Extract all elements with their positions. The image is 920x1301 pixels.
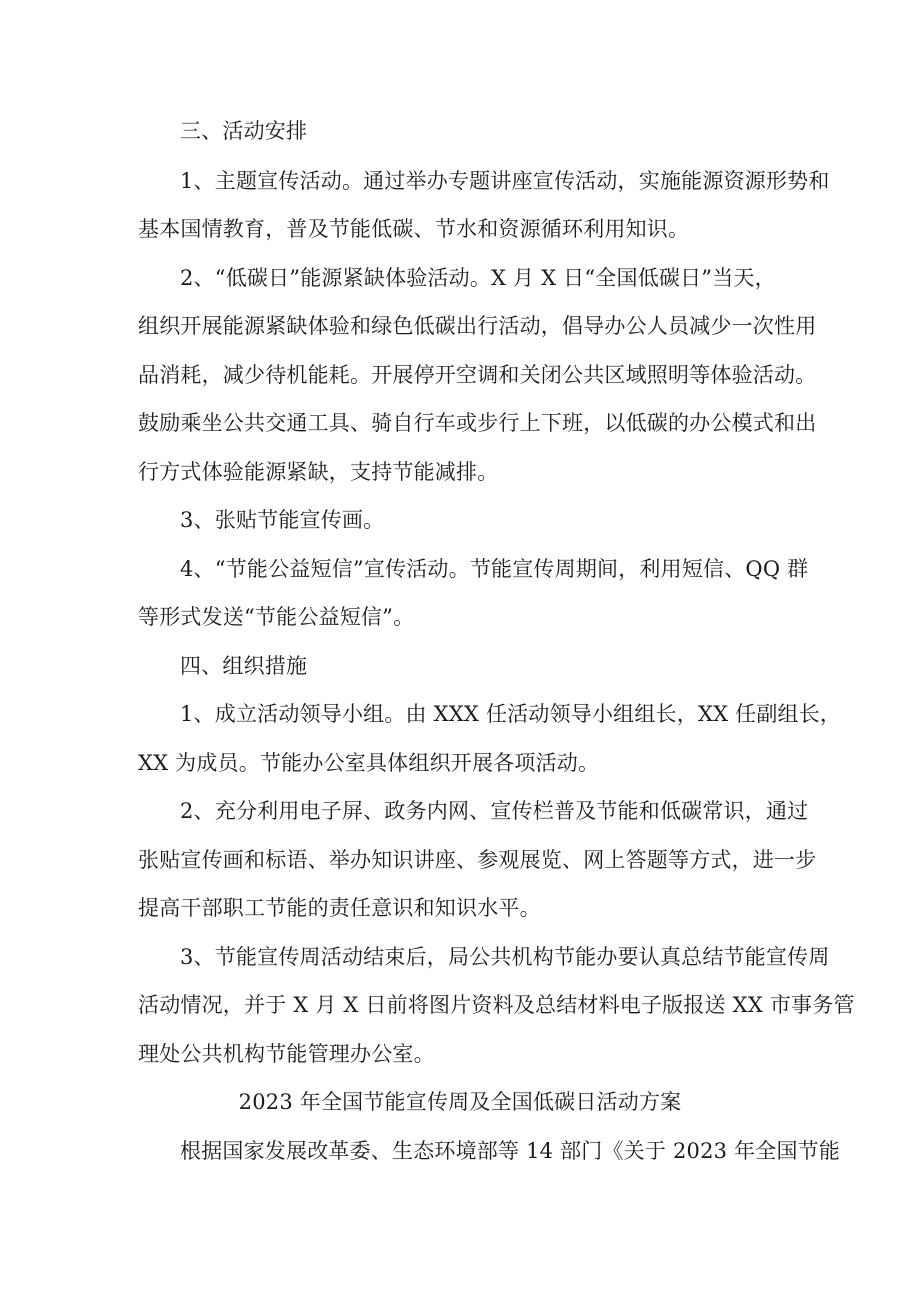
paragraph-line: 组织开展能源紧缺体验和绿色低碳出行活动，倡导办公人员减少一次性用 xyxy=(138,314,817,338)
paragraph-line: 2、充分利用电子屏、政务内网、宣传栏普及节能和低碳常识，通过 xyxy=(180,799,809,823)
paragraph-line: 3、节能宣传周活动结束后，局公共机构节能办要认真总结节能宣传周 xyxy=(180,945,830,969)
section-heading-activity-arrangement: 三、活动安排 xyxy=(180,119,308,143)
paragraph-line: 2、“低碳日”能源紧缺体验活动。X 月 X 日“全国低碳日”当天， xyxy=(180,266,776,290)
paragraph-line: 品消耗，减少待机能耗。开展停开空调和关闭公共区域照明等体验活动。 xyxy=(138,363,817,387)
paragraph-line: 理处公共机构节能管理办公室。 xyxy=(138,1042,435,1066)
paragraph-line: XX 为成员。节能办公室具体组织开展各项活动。 xyxy=(138,751,600,775)
paragraph-line: 4、“节能公益短信”宣传活动。节能宣传周期间，利用短信、QQ 群 xyxy=(180,557,809,581)
paragraph-line: 行方式体验能源紧缺，支持节能减排。 xyxy=(138,460,499,484)
paragraph-line: 根据国家发展改革委、生态环境部等 14 部门《关于 2023 年全国节能 xyxy=(180,1139,841,1163)
paragraph-line: 1、主题宣传活动。通过举办专题讲座宣传活动，实施能源资源形势和 xyxy=(180,169,830,193)
paragraph-line: 鼓励乘坐公共交通工具、骑自行车或步行上下班，以低碳的办公模式和出 xyxy=(138,411,817,435)
document-title: 2023 年全国节能宣传周及全国低碳日活动方案 xyxy=(238,1090,682,1114)
paragraph-line: 基本国情教育，普及节能低碳、节水和资源循环利用知识。 xyxy=(138,217,690,241)
paragraph-line: 等形式发送“节能公益短信”。 xyxy=(138,605,415,629)
paragraph-line: 提高干部职工节能的责任意识和知识水平。 xyxy=(138,896,541,920)
section-heading-organizational-measures: 四、组织措施 xyxy=(180,654,308,678)
paragraph-line: 3、张贴节能宣传画。 xyxy=(180,508,385,532)
paragraph-line: 1、成立活动领导小组。由 XXX 任活动领导小组组长，XX 任副组长， xyxy=(180,702,842,726)
paragraph-line: 张贴宣传画和标语、举办知识讲座、参观展览、网上答题等方式，进一步 xyxy=(138,848,817,872)
paragraph-line: 活动情况，并于 X 月 X 日前将图片资料及总结材料电子版报送 XX 市事务管 xyxy=(138,993,855,1017)
